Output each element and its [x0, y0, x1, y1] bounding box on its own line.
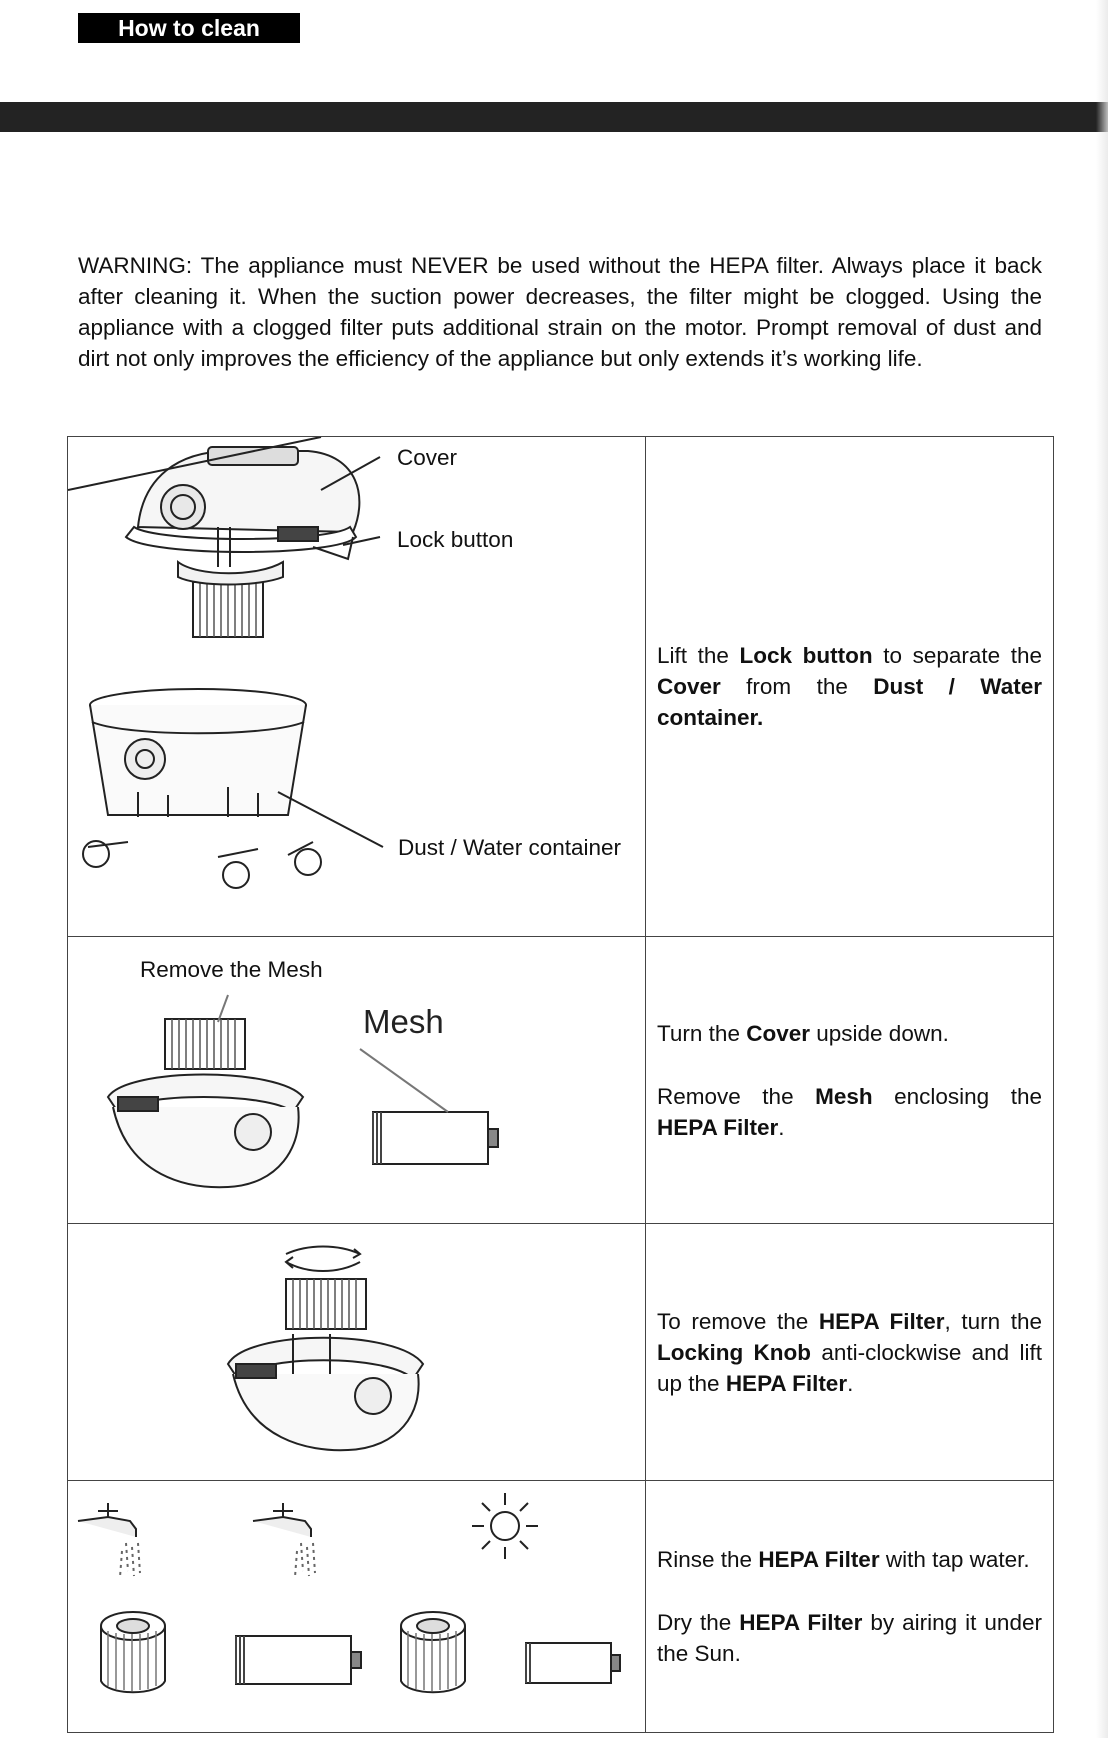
bold-term: HEPA Filter — [739, 1610, 863, 1635]
remove-hepa-filter-illustration — [68, 1224, 646, 1481]
text-run: anti-clockwise and lift up the — [657, 1339, 1042, 1396]
step-row-3 — [68, 1224, 1054, 1481]
mesh-label: Mesh — [363, 1003, 444, 1040]
instruction-table — [67, 436, 1054, 1733]
section-title: How to clean — [78, 13, 300, 43]
step-4-text — [646, 1481, 1054, 1733]
step-1-illustration — [68, 437, 646, 937]
bold-term: Mesh — [815, 1083, 873, 1109]
bold-term: HEPA Filter — [725, 1370, 848, 1396]
text-run: to separate the — [872, 643, 1043, 668]
rinse-and-dry-illustration — [68, 1481, 646, 1733]
step-4-paragraphs — [657, 1544, 1042, 1669]
instruction-paragraph — [657, 1018, 1042, 1049]
step-2-text — [646, 937, 1054, 1224]
bold-term: Cover — [657, 674, 721, 699]
bold-term: Cover — [746, 1020, 810, 1046]
bold-term: Dust / Water container. — [657, 674, 1042, 730]
cover-label: Cover — [397, 445, 458, 470]
container-label: Dust / Water container — [398, 835, 622, 860]
step-4-illustration — [68, 1481, 646, 1733]
text-run: To remove the — [657, 1308, 819, 1334]
text-run: Remove the — [657, 1083, 816, 1109]
text-run: Lift the — [657, 643, 740, 668]
text-run: by airing it under the Sun. — [657, 1610, 1042, 1666]
instruction-paragraph — [657, 1544, 1042, 1575]
text-run: from the — [720, 674, 874, 699]
text-run: upside down. — [810, 1020, 949, 1046]
bold-term: Locking Knob — [657, 1339, 812, 1365]
bold-term: HEPA Filter — [657, 1114, 779, 1140]
warning-text: WARNING: The appliance must NEVER be used without the HEPA filter. Always place it back after cleaning it. When the suction power decreases, the filter might be clogged. Using the appliance with a clogged filter puts additional strain on the motor. Prompt removal of dust and dirt not only improves the efficiency of the appliance but only extends it’s working life. — [78, 253, 1042, 371]
step-3-paragraphs — [657, 1306, 1042, 1399]
text-run: Rinse the — [657, 1547, 759, 1572]
header-band — [0, 102, 1108, 132]
text-run: Dry the — [657, 1610, 740, 1635]
step-row-2 — [68, 937, 1054, 1224]
instruction-paragraph — [657, 1607, 1042, 1669]
bold-term: Lock button — [739, 643, 873, 668]
step-2-illustration — [68, 937, 646, 1224]
text-run: enclosing the — [872, 1083, 1042, 1109]
remove-mesh-caption: Remove the Mesh — [140, 957, 323, 982]
step-3-illustration — [68, 1224, 646, 1481]
instruction-paragraph — [657, 1081, 1042, 1143]
text-run: Turn the — [657, 1020, 747, 1046]
instruction-paragraph — [657, 1306, 1042, 1399]
vacuum-cover-and-container-illustration — [68, 437, 646, 937]
bold-term: HEPA Filter — [818, 1308, 945, 1334]
bold-term: HEPA Filter — [758, 1547, 880, 1572]
lock-button-label: Lock button — [397, 527, 514, 552]
step-3-text — [646, 1224, 1054, 1481]
text-run: with tap water. — [879, 1547, 1030, 1572]
step-1-paragraphs — [657, 640, 1042, 733]
step-2-paragraphs — [657, 1018, 1042, 1143]
step-row-4 — [68, 1481, 1054, 1733]
text-run: . — [778, 1114, 785, 1140]
page-edge-shadow — [1096, 0, 1108, 1738]
step-row-1 — [68, 437, 1054, 937]
step-1-text — [646, 437, 1054, 937]
text-run: , turn the — [944, 1308, 1042, 1334]
text-run: . — [847, 1370, 854, 1396]
instruction-paragraph — [657, 640, 1042, 733]
